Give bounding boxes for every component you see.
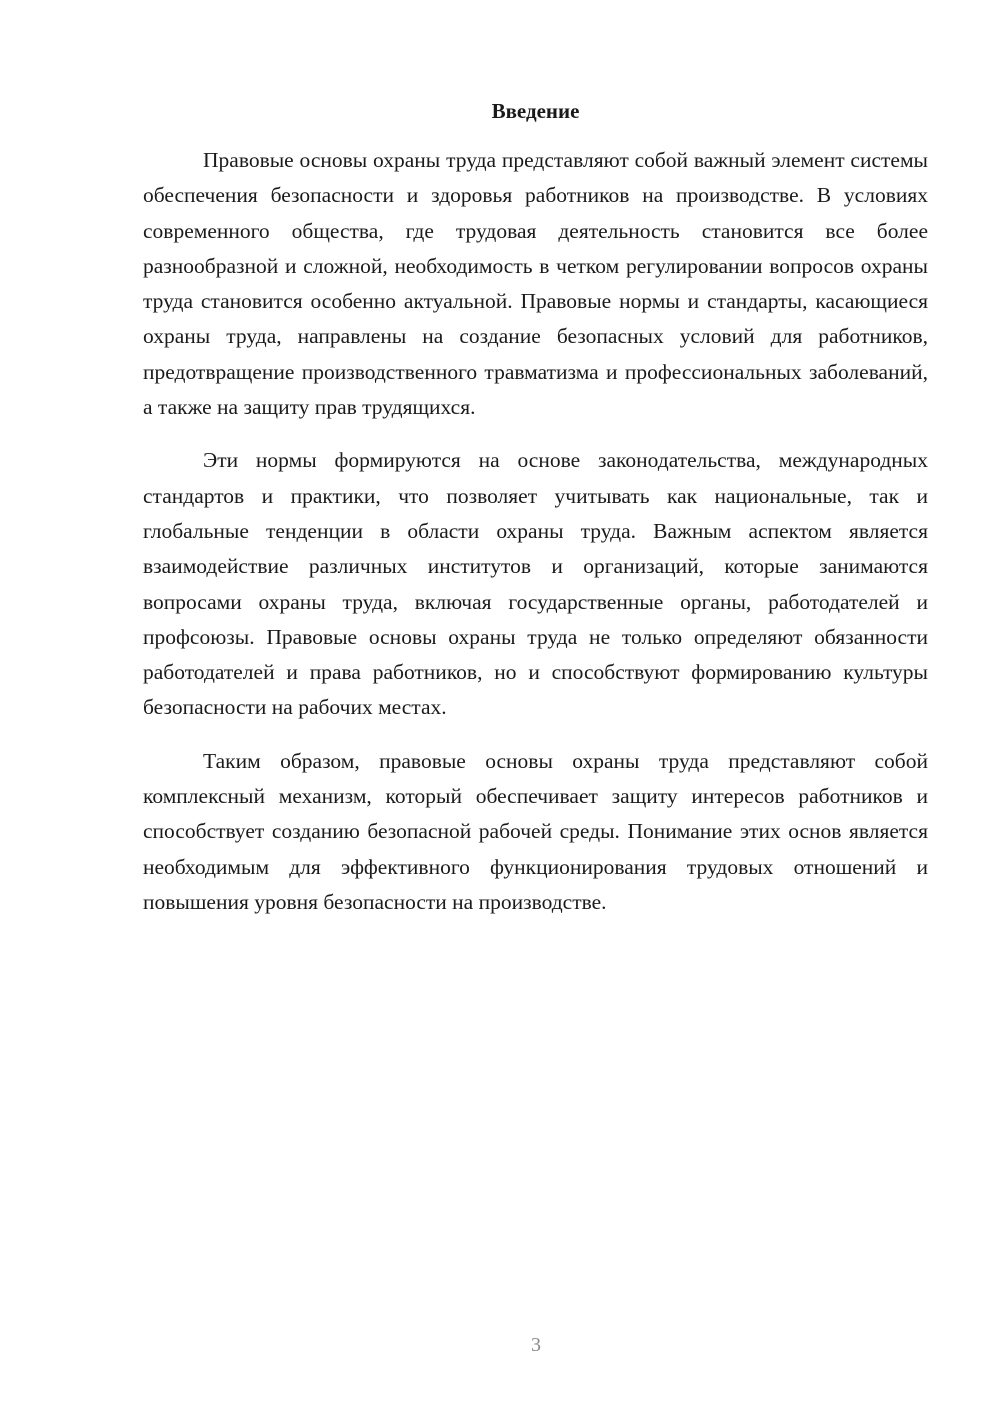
document-body xyxy=(143,143,928,938)
page-title: Введение xyxy=(491,99,580,123)
paragraph-2: Эти нормы формируются на основе законодательства, международных стандартов и практики, что позволяет учитывать как национальные, так и глобальные тенденции в области охраны труда. Важным аспектом является взаимодействие различных институтов и организаций, которые занимаются вопросами охраны труда, включая государственные органы, работодателей и профсоюзы. Правовые основы охраны труда не только определяют обязанности работодателей и права работников, но и способствуют формированию культуры безопасности на рабочих местах. xyxy=(143,448,928,720)
page-number: 3 xyxy=(531,1334,541,1356)
paragraph-3: Таким образом, правовые основы охраны труда представляют собой комплексный механизм, который обеспечивает защиту интересов работников и способствует созданию безопасной рабочей среды. Понимание этих основ является необходимым для эффективного функционирования трудовых отношений и повышения уровня безопасности на производстве. xyxy=(143,748,928,914)
paragraph-1: Правовые основы охраны труда представляют собой важный элемент системы обеспечения безопасности и здоровья работников на производстве. В условиях современного общества, где трудовая деятельность становится все более разнообразной и сложной, необходимость в четком регулировании вопросов охраны труда становится особенно актуальной. Правовые нормы и стандарты, касающиеся охраны труда, направлены на создание безопасных условий для работников, предотвращение производственного травматизма и профессиональных заболеваний, а также на защиту прав трудящихся. xyxy=(143,148,928,420)
